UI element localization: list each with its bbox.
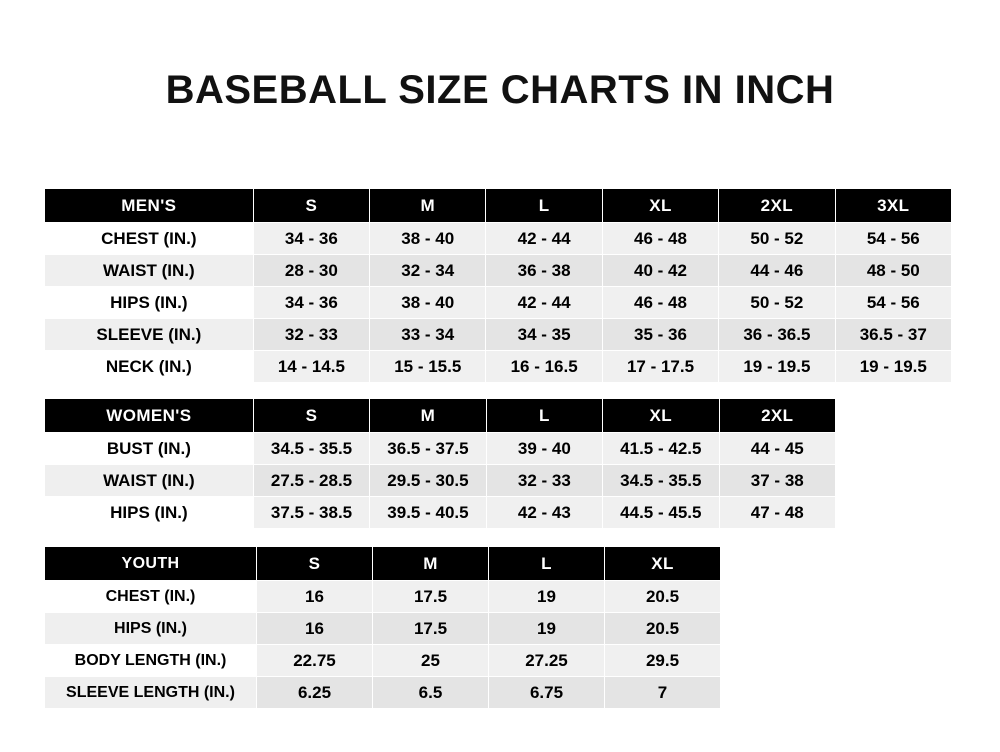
measurement-value: 47 - 48 (719, 497, 835, 529)
measurement-label: CHEST (IN.) (45, 581, 257, 613)
table-row (45, 287, 952, 319)
measurement-value: 19 (489, 613, 605, 645)
measurement-value: 39 - 40 (486, 433, 602, 465)
measurement-value: 34 - 36 (253, 287, 369, 319)
measurement-value: 50 - 52 (719, 223, 835, 255)
womens-size-table-container (44, 398, 836, 529)
table-row (45, 255, 952, 287)
mens-size-table-container (44, 188, 952, 383)
measurement-label: WAIST (IN.) (45, 465, 254, 497)
measurement-value: 19 (489, 581, 605, 613)
size-column-header: XL (603, 399, 719, 433)
measurement-value: 34.5 - 35.5 (253, 433, 369, 465)
measurement-value: 6.25 (257, 677, 373, 709)
measurement-value: 42 - 44 (486, 287, 602, 319)
table-row (45, 613, 721, 645)
measurement-value: 7 (605, 677, 721, 709)
measurement-value: 54 - 56 (835, 223, 951, 255)
measurement-value: 14 - 14.5 (253, 351, 369, 383)
table-row (45, 319, 952, 351)
measurement-value: 44.5 - 45.5 (603, 497, 719, 529)
table-header-row (45, 547, 721, 581)
size-column-header: XL (605, 547, 721, 581)
measurement-label: HIPS (IN.) (45, 497, 254, 529)
measurement-value: 29.5 - 30.5 (370, 465, 486, 497)
table-row (45, 465, 836, 497)
measurement-value: 25 (373, 645, 489, 677)
measurement-value: 33 - 34 (370, 319, 486, 351)
measurement-value: 27.5 - 28.5 (253, 465, 369, 497)
measurement-value: 15 - 15.5 (370, 351, 486, 383)
measurement-value: 32 - 33 (253, 319, 369, 351)
measurement-label: NECK (IN.) (45, 351, 254, 383)
measurement-value: 16 (257, 613, 373, 645)
measurement-value: 17.5 (373, 613, 489, 645)
youth-size-table-container (44, 546, 720, 709)
page-title: BASEBALL SIZE CHARTS IN INCH (165, 68, 835, 112)
measurement-value: 44 - 46 (719, 255, 835, 287)
measurement-value: 46 - 48 (602, 287, 718, 319)
measurement-value: 36 - 36.5 (719, 319, 835, 351)
measurement-value: 6.5 (373, 677, 489, 709)
table-row (45, 433, 836, 465)
size-column-header: S (257, 547, 373, 581)
measurement-value: 35 - 36 (602, 319, 718, 351)
measurement-value: 38 - 40 (370, 287, 486, 319)
measurement-value: 32 - 33 (486, 465, 602, 497)
measurement-label: HIPS (IN.) (45, 613, 257, 645)
measurement-value: 19 - 19.5 (719, 351, 835, 383)
measurement-value: 54 - 56 (835, 287, 951, 319)
size-column-header: M (370, 189, 486, 223)
measurement-value: 20.5 (605, 581, 721, 613)
size-column-header: S (253, 399, 369, 433)
measurement-value: 38 - 40 (370, 223, 486, 255)
table-row (45, 497, 836, 529)
table-header-row (45, 189, 952, 223)
size-column-header: XL (602, 189, 718, 223)
table-row (45, 645, 721, 677)
measurement-value: 44 - 45 (719, 433, 835, 465)
table-row (45, 677, 721, 709)
size-column-header: L (489, 547, 605, 581)
table-row (45, 581, 721, 613)
measurement-value: 20.5 (605, 613, 721, 645)
measurement-value: 36 - 38 (486, 255, 602, 287)
measurement-label: HIPS (IN.) (45, 287, 254, 319)
measurement-value: 6.75 (489, 677, 605, 709)
measurement-value: 16 (257, 581, 373, 613)
measurement-value: 19 - 19.5 (835, 351, 951, 383)
table-row (45, 223, 952, 255)
measurement-value: 42 - 43 (486, 497, 602, 529)
measurement-value: 28 - 30 (253, 255, 369, 287)
table-header-row (45, 399, 836, 433)
measurement-value: 36.5 - 37 (835, 319, 951, 351)
measurement-value: 40 - 42 (602, 255, 718, 287)
size-column-header: M (370, 399, 486, 433)
table-row (45, 351, 952, 383)
size-column-header: M (373, 547, 489, 581)
measurement-value: 32 - 34 (370, 255, 486, 287)
youth-size-table (44, 546, 721, 709)
measurement-value: 17 - 17.5 (602, 351, 718, 383)
measurement-label: SLEEVE LENGTH (IN.) (45, 677, 257, 709)
measurement-value: 50 - 52 (719, 287, 835, 319)
size-column-header: 3XL (835, 189, 951, 223)
group-label: YOUTH (45, 547, 257, 581)
measurement-value: 29.5 (605, 645, 721, 677)
measurement-value: 17.5 (373, 581, 489, 613)
measurement-value: 41.5 - 42.5 (603, 433, 719, 465)
measurement-value: 42 - 44 (486, 223, 602, 255)
measurement-value: 37.5 - 38.5 (253, 497, 369, 529)
mens-size-table (44, 188, 952, 383)
measurement-value: 16 - 16.5 (486, 351, 602, 383)
group-label: WOMEN'S (45, 399, 254, 433)
size-column-header: L (486, 189, 602, 223)
measurement-label: BODY LENGTH (IN.) (45, 645, 257, 677)
measurement-label: CHEST (IN.) (45, 223, 254, 255)
measurement-label: SLEEVE (IN.) (45, 319, 254, 351)
measurement-label: WAIST (IN.) (45, 255, 254, 287)
womens-size-table (44, 398, 836, 529)
measurement-value: 27.25 (489, 645, 605, 677)
group-label: MEN'S (45, 189, 254, 223)
measurement-value: 37 - 38 (719, 465, 835, 497)
measurement-value: 34 - 36 (253, 223, 369, 255)
measurement-value: 34.5 - 35.5 (603, 465, 719, 497)
measurement-value: 39.5 - 40.5 (370, 497, 486, 529)
measurement-value: 34 - 35 (486, 319, 602, 351)
size-column-header: 2XL (719, 189, 835, 223)
size-column-header: S (253, 189, 369, 223)
measurement-label: BUST (IN.) (45, 433, 254, 465)
measurement-value: 48 - 50 (835, 255, 951, 287)
measurement-value: 36.5 - 37.5 (370, 433, 486, 465)
size-column-header: L (486, 399, 602, 433)
measurement-value: 46 - 48 (602, 223, 718, 255)
measurement-value: 22.75 (257, 645, 373, 677)
size-column-header: 2XL (719, 399, 835, 433)
